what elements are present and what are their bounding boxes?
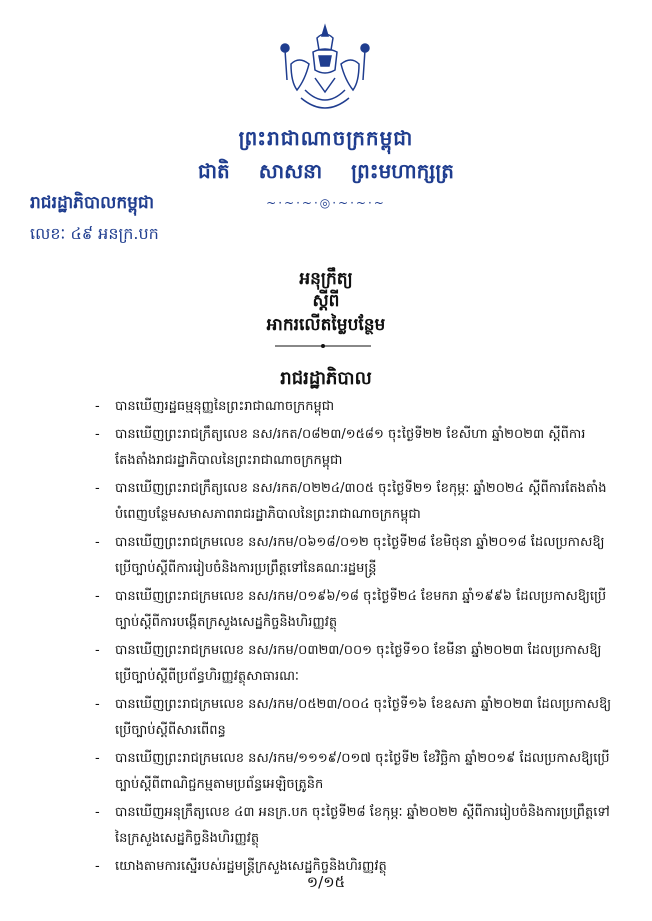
reference-number: លេខៈ ៤៩ អនក្រ.បក <box>30 224 159 243</box>
title-divider <box>273 343 373 349</box>
list-item-text: បានឃើញព្រះរាជក្រឹត្យលេខ នស/រកត/០២២៤/៣០៥ ចុះថ្ងៃទី២១ ខែកុម្ភៈ ឆ្នាំ២០២៤ ស្តីពីការតែងតាំងបំពេញបន្ថែមសមាសភាពរាជរដ្ឋាភិបាលនៃព្រះរាជាណាចក្រកម្ពុជា <box>115 481 607 522</box>
kingdom-name: ព្រះរាជាណាចក្រកម្ពុជា <box>238 126 414 150</box>
issuing-authority: រាជរដ្ឋាភិបាលកម្ពុជា <box>30 193 155 213</box>
preamble-list <box>95 394 615 882</box>
list-item: - យោងតាមការស្នើរបស់រដ្ឋមន្ត្រីក្រសួងសេដ្ឋកិច្ចនិងហិរញ្ញវត្ថុ <box>95 859 387 874</box>
page-number: ១/១៥ <box>306 873 346 891</box>
list-item: - បានឃើញព្រះរាជក្រមលេខ នស/រកម/១១១៩/០១៧ ចុះថ្ងៃទី២ ខែវិច្ឆិកា ឆ្នាំ២០១៩ ដែលប្រកាសឱ្យប្រើច្បាប់ស្តីពីពាណិជ្ជកម្មតាមប្រព័ន្ធអេឡិចត្រូនិក <box>95 751 610 792</box>
list-item: - បានឃើញព្រះរាជក្រឹត្យលេខ នស/រកត/០២២៤/៣០៥ ចុះថ្ងៃទី២១ ខែកុម្ភៈ ឆ្នាំ២០២៤ ស្តីពីការតែងតាំងបំពេញបន្ថែមសមាសភាពរាជរដ្ឋាភិបាលនៃព្រះរាជាណាចក្រកម្ពុជា <box>95 481 607 522</box>
list-item: - បានឃើញអនុក្រឹត្យលេខ ៤៣ អនក្រ.បក ចុះថ្ងៃទី២៨ ខែកុម្ភៈ ឆ្នាំ២០២២ ស្តីពីការរៀបចំនិងការប្រព្រឹត្តទៅនៃក្រសួងសេដ្ឋកិច្ចនិងហិរញ្ញវត្ថុ <box>95 805 610 846</box>
list-item: - បានឃើញព្រះរាជក្រឹត្យលេខ នស/រកត/០៨២៣/១៥៨១ ចុះថ្ងៃទី២២ ខែសីហា ឆ្នាំ២០២៣ ស្តីពីការតែងតាំងរាជរដ្ឋាភិបាលនៃព្រះរាជាណាចក្រកម្ពុជា <box>95 427 586 468</box>
document-subject: អាករលើតម្លៃបន្ថែម <box>266 315 386 335</box>
document-type: អនុក្រឹត្យ <box>299 269 353 289</box>
list-item-text: បានឃើញព្រះរាជក្រមលេខ នស/រកម/០៥២៣/០០៤ ចុះថ្ងៃទី១៦ ខែឧសភា ឆ្នាំ២០២៣ ដែលប្រកាសឱ្យប្រើច្បាប់ស្តីពីសារពើពន្ធ <box>115 697 612 738</box>
royal-emblem <box>265 20 385 120</box>
list-item-text: បានឃើញព្រះរាជក្រមលេខ នស/រកម/០៣២៣/០០១ ចុះថ្ងៃទី១០ ខែមីនា ឆ្នាំ២០២៣ ដែលប្រកាសឱ្យប្រើច្បាប់ស្តីពីប្រព័ន្ធហិរញ្ញវត្ថុសាធារណៈ <box>115 643 602 684</box>
list-item: - បានឃើញព្រះរាជក្រមលេខ នស/រកម/០១៩៦/១៨ ចុះថ្ងៃទី២៤ ខែមករា ឆ្នាំ១៩៩៦ ដែលប្រកាសឱ្យប្រើច្បាប់ស្តីពីការបង្កើតក្រសួងសេដ្ឋកិច្ចនិងហិរញ្ញវត្ថុ <box>95 589 607 630</box>
list-item: - បានឃើញព្រះរាជក្រមលេខ នស/រកម/០៥២៣/០០៤ ចុះថ្ងៃទី១៦ ខែឧសភា ឆ្នាំ២០២៣ ដែលប្រកាសឱ្យប្រើច្បាប់ស្តីពីសារពើពន្ធ <box>95 697 612 738</box>
list-item: - បានឃើញព្រះរាជក្រមលេខ នស/រកម/០៦១៨/០១២ ចុះថ្ងៃទី២៨ ខែមិថុនា ឆ្នាំ២០១៨ ដែលប្រកាសឱ្យប្រើច្បាប់ស្តីពីការរៀបចំនិងការប្រព្រឹត្តទៅនៃគណៈរដ្ឋមន្ត្រី <box>95 535 605 576</box>
list-item-text: បានឃើញអនុក្រឹត្យលេខ ៤៣ អនក្រ.បក ចុះថ្ងៃទី២៨ ខែកុម្ភៈ ឆ្នាំ២០២២ ស្តីពីការរៀបចំនិងការប្រព្រឹត្តទៅនៃក្រសួងសេដ្ឋកិច្ចនិងហិរញ្ញវត្ថុ <box>115 805 610 846</box>
list-item-text: បានឃើញព្រះរាជក្រមលេខ នស/រកម/១១១៩/០១៧ ចុះថ្ងៃទី២ ខែវិច្ឆិកា ឆ្នាំ២០១៩ ដែលប្រកាសឱ្យប្រើច្បាប់ស្តីពីពាណិជ្ជកម្មតាមប្រព័ន្ធអេឡិចត្រូនិក <box>115 751 610 792</box>
list-item-text: បានឃើញព្រះរាជក្រឹត្យលេខ នស/រកត/០៨២៣/១៥៨១ ចុះថ្ងៃទី២២ ខែសីហា ឆ្នាំ២០២៣ ស្តីពីការតែងតាំងរាជរដ្ឋាភិបាលនៃព្រះរាជាណាចក្រកម្ពុជា <box>115 427 586 468</box>
list-item-text: យោងតាមការស្នើរបស់រដ្ឋមន្ត្រីក្រសួងសេដ្ឋកិច្ចនិងហិរញ្ញវត្ថុ <box>115 859 387 874</box>
national-motto: ជាតិ សាសនា ព្រះមហាក្សត្រ <box>198 159 454 183</box>
list-item-text: បានឃើញព្រះរាជក្រមលេខ នស/រកម/០១៩៦/១៨ ចុះថ្ងៃទី២៤ ខែមករា ឆ្នាំ១៩៩៦ ដែលប្រកាសឱ្យប្រើច្បាប់ស្តីពីការបង្កើតក្រសួងសេដ្ឋកិច្ចនិងហិរញ្ញវត្ថុ <box>115 589 607 630</box>
ornament-divider: ~·~·~·◎·~·~·~ <box>266 196 386 210</box>
document-subject-label: ស្តីពី <box>312 291 340 311</box>
list-item: - បានឃើញរដ្ឋធម្មនុញ្ញនៃព្រះរាជាណាចក្រកម្ពុជា <box>95 399 335 414</box>
section-heading: រាជរដ្ឋាភិបាល <box>280 368 372 389</box>
list-item-text: បានឃើញរដ្ឋធម្មនុញ្ញនៃព្រះរាជាណាចក្រកម្ពុជា <box>115 399 335 414</box>
list-item: - បានឃើញព្រះរាជក្រមលេខ នស/រកម/០៣២៣/០០១ ចុះថ្ងៃទី១០ ខែមីនា ឆ្នាំ២០២៣ ដែលប្រកាសឱ្យប្រើច្បាប់ស្តីពីប្រព័ន្ធហិរញ្ញវត្ថុសាធារណៈ <box>95 643 602 684</box>
list-item-text: បានឃើញព្រះរាជក្រមលេខ នស/រកម/០៦១៨/០១២ ចុះថ្ងៃទី២៨ ខែមិថុនា ឆ្នាំ២០១៨ ដែលប្រកាសឱ្យប្រើច្បាប់ស្តីពីការរៀបចំនិងការប្រព្រឹត្តទៅនៃគណៈរដ្ឋមន្ត្រី <box>115 535 605 576</box>
